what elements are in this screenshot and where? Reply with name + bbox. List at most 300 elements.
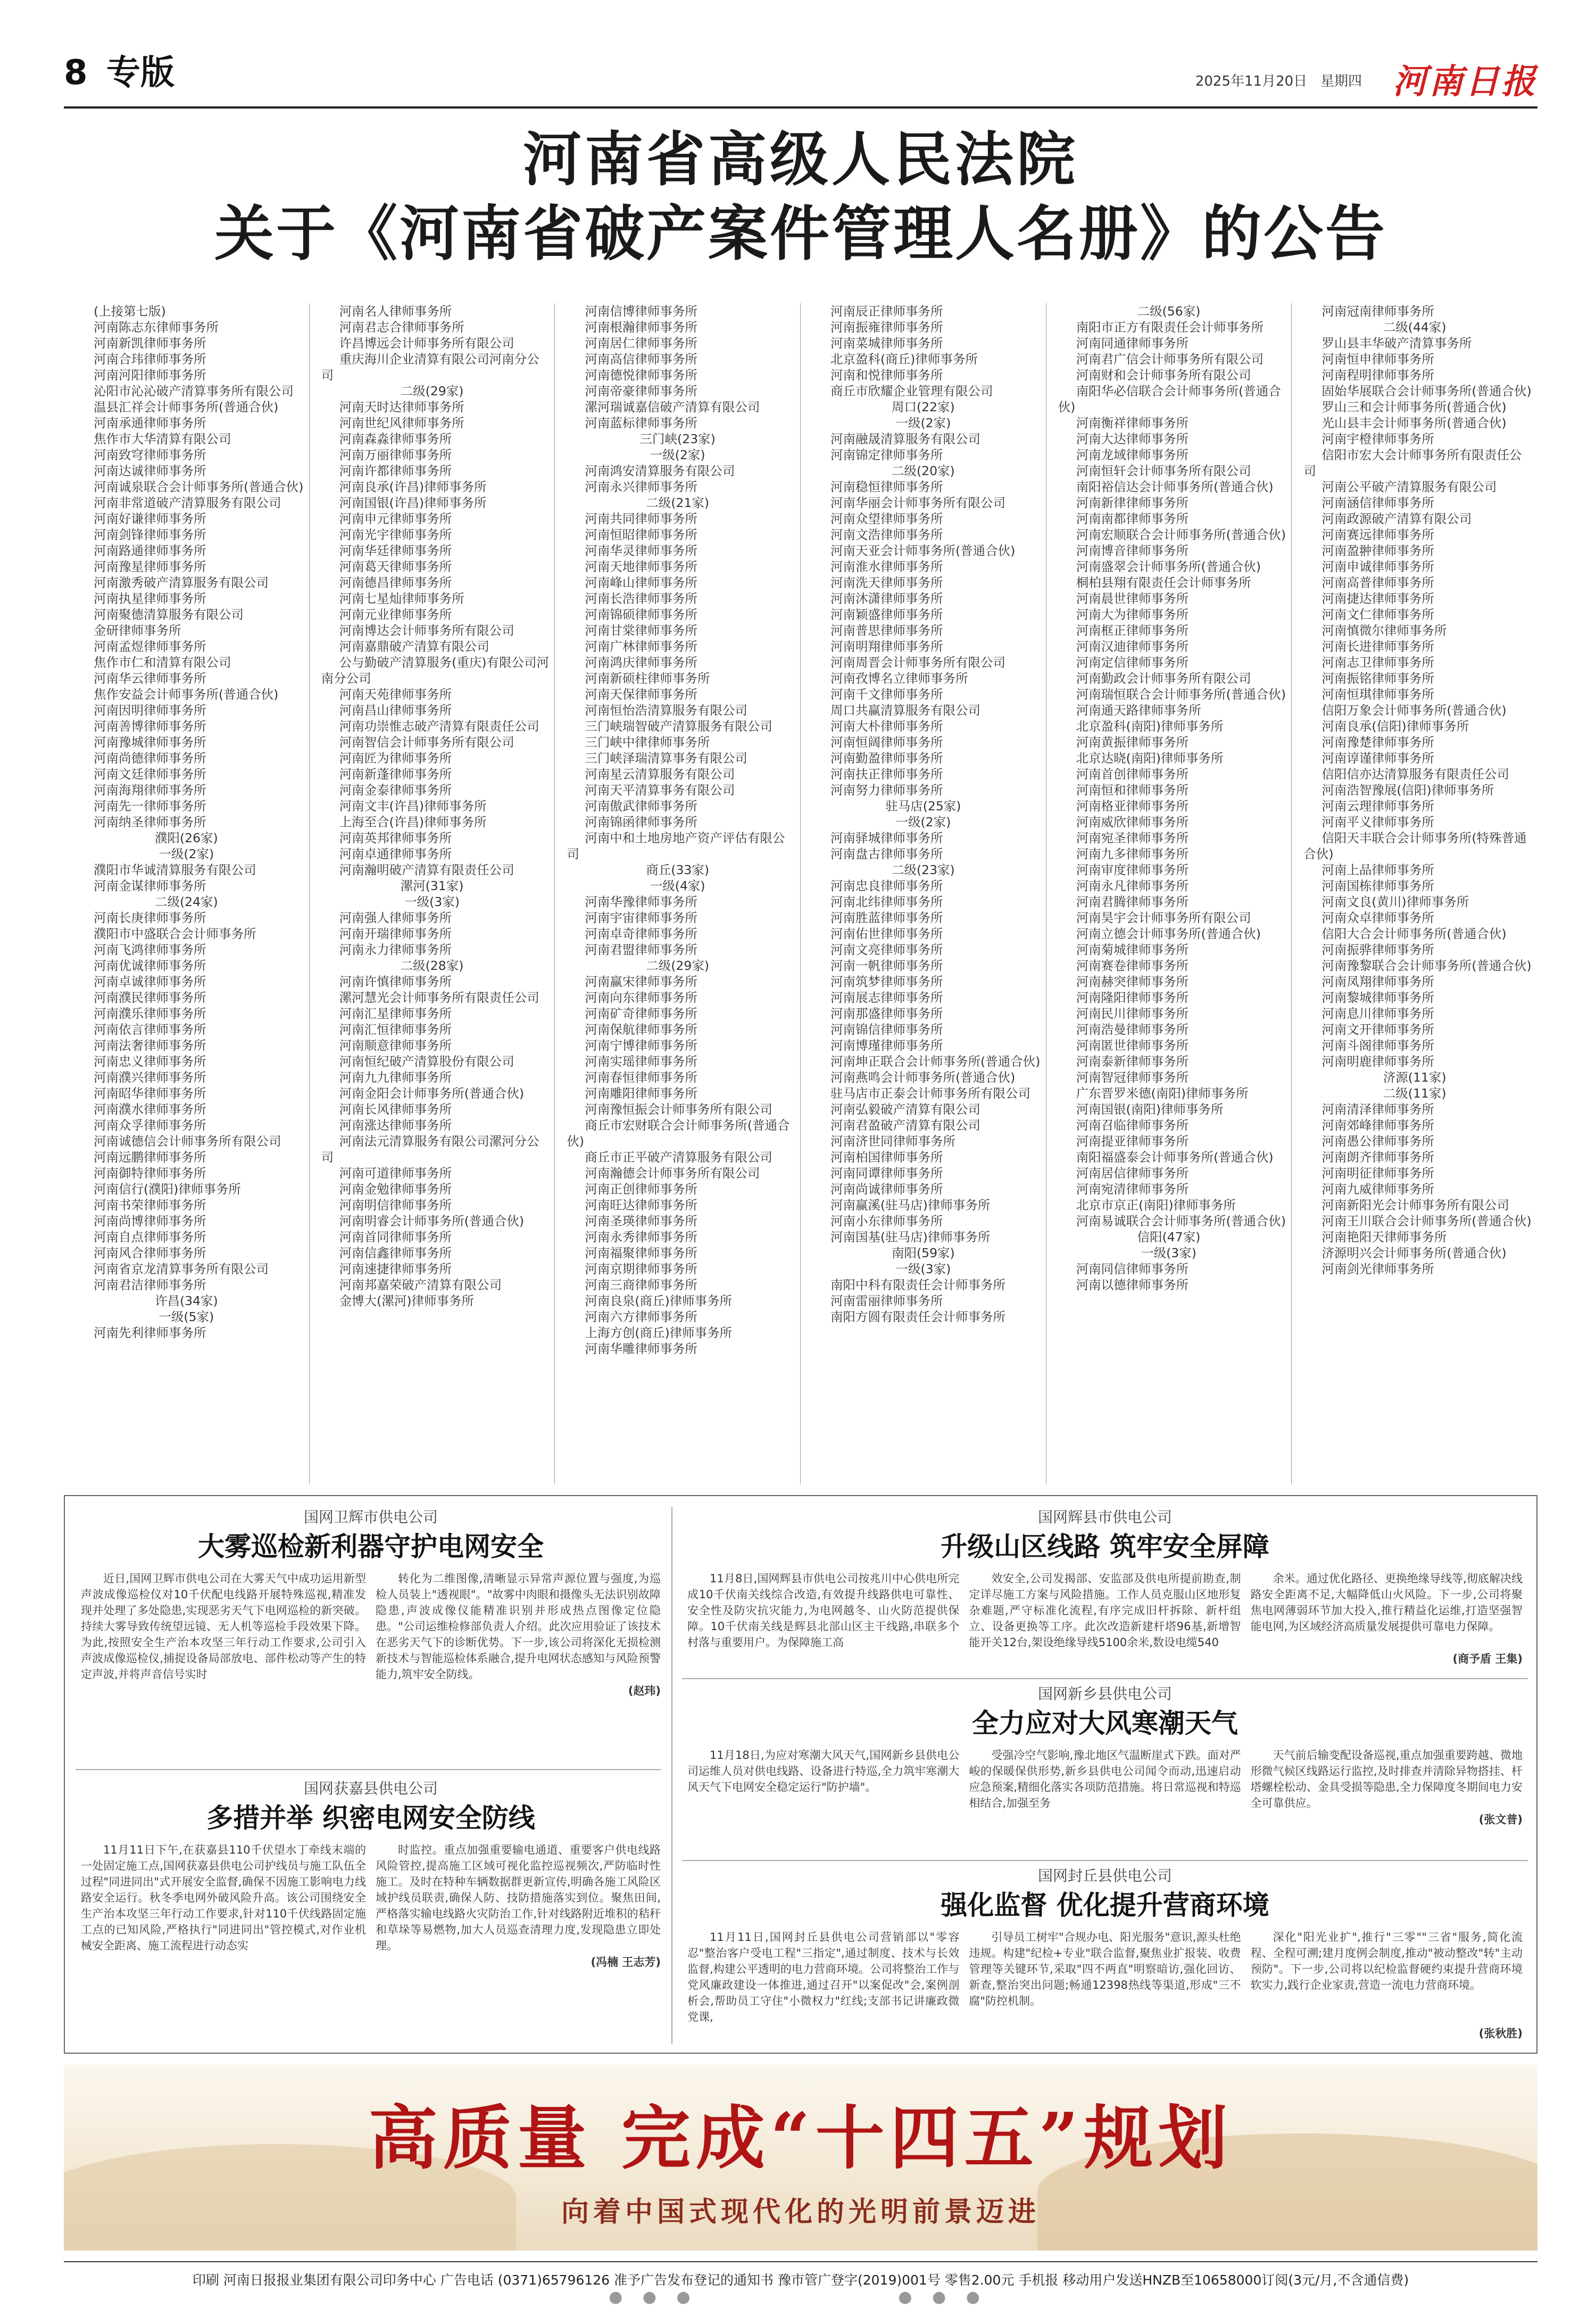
list-entry: 河南向东律师事务所	[585, 990, 697, 1005]
list-entry: 济源明兴会计师事务所(普通合伙)	[1321, 1246, 1507, 1260]
article-source: 国网获嘉县供电公司	[303, 1780, 438, 1797]
list-entry: 河南元业律师事务所	[339, 607, 452, 622]
list-entry: 河南以德律师事务所	[1076, 1277, 1189, 1292]
list-entry: 河南尚诚律师事务所	[830, 1182, 943, 1197]
article-paragraph: 受强冷空气影响,豫北地区气温断崖式下跌。面对严峻的保暖保供形势,新乡县供电公司闻令而动,迅速启动应急预案,精细化落实各项防范措施。将日常巡视和特巡相结合,加强至务	[969, 1749, 1241, 1809]
list-entry: 河南良承(许昌)律师事务所	[339, 479, 487, 494]
list-entry: 河南国栋律师事务所	[1321, 878, 1434, 893]
list-entry: 河南邦嘉荣破产清算有限公司	[339, 1277, 502, 1292]
list-entry: 河南展志律师事务所	[830, 990, 943, 1005]
list-entry: 河南文浩律师事务所	[830, 527, 943, 542]
list-entry: 河南那盛律师事务所	[830, 1006, 943, 1021]
list-entry: 河南汉迪律师事务所	[1076, 639, 1189, 654]
list-entry: 河南良泉(商丘)律师事务所	[585, 1293, 733, 1308]
list-entry: 河南汇星律师事务所	[339, 1006, 452, 1021]
list-entry: 河南新凯律师事务所	[94, 336, 206, 351]
list-entry: 河南龙域律师事务所	[1076, 447, 1189, 462]
list-entry: 周口共赢清算服务有限公司	[830, 703, 981, 718]
list-entry: 濮阳市中盛联合会计师事务所	[94, 926, 256, 941]
list-entry: 河南定信律师事务所	[1076, 655, 1189, 670]
list-entry: 河南冠南律师事务所	[1321, 304, 1434, 319]
list-entry: 河南依言律师事务所	[94, 1022, 206, 1037]
list-entry: 一级(4家)	[650, 878, 705, 893]
list-entry: 河南浩智豫展(信阳)律师事务所	[1321, 783, 1494, 798]
list-entry: 河南隆阳律师事务所	[1076, 990, 1189, 1005]
list-entry: 河南天保律师事务所	[585, 687, 697, 702]
list-entry: 河南天亚会计师事务所(普通合伙)	[830, 543, 1016, 558]
list-entry: 漯河(31家)	[400, 878, 464, 893]
list-entry: 三门峡瑞智破产清算服务有限公司	[585, 719, 772, 734]
list-entry: 河南程明律师事务所	[1321, 368, 1434, 383]
list-entry: 河南恒阔律师事务所	[830, 735, 943, 750]
list-entry: 河南孟煜律师事务所	[94, 639, 206, 654]
list-entry: 河南新蓬律师事务所	[339, 767, 452, 782]
list-entry: 一级(2家)	[650, 447, 705, 462]
list-entry: 三门峡(23家)	[639, 431, 716, 446]
list-entry: 河南愚公律师事务所	[1321, 1134, 1434, 1149]
list-entry: 河南强人律师事务所	[339, 910, 452, 925]
list-entry: 河南蓝标律师事务所	[585, 416, 697, 430]
list-entry: 河南慎微尔律师事务所	[1321, 623, 1447, 638]
list-entry: 河南提亚律师事务所	[1076, 1134, 1189, 1149]
list-entry: 二级(44家)	[1383, 320, 1447, 335]
list-entry: 一级(3家)	[895, 1261, 951, 1276]
article-paragraph: 时监控。重点加强重要输电通道、重要客户供电线路风险管控,提高施工区域可视化监控巡视频次,严防临时性施工。及时在特种车辆数据群更新宣传,明确各施工风险区域护线员联责,确保人防、技防措施落实到位。聚焦田间,严格落实输电线路火灾防治工作,针对线路附近堆积的秸秆和草垛等易燃物,加大人员巡查清理力度,发现隐患立即处理。	[376, 1844, 661, 1952]
list-entry: 二级(21家)	[646, 495, 710, 510]
list-entry: 河南大朴律师事务所	[830, 719, 943, 734]
list-entry: 河南福聚律师事务所	[585, 1246, 697, 1260]
list-entry: 河南剑光律师事务所	[1321, 1261, 1434, 1276]
list-column-5	[1046, 303, 1292, 1484]
list-entry: 河南和悦律师事务所	[830, 368, 943, 383]
list-entry: 河南恒琪律师事务所	[1321, 687, 1434, 702]
list-entry: 河南郊峰律师事务所	[1321, 1118, 1434, 1133]
list-entry: 一级(5家)	[159, 1309, 214, 1324]
list-entry: 河南博瑾律师事务所	[830, 1038, 943, 1053]
list-entry: 河南大为律师事务所	[1076, 607, 1189, 622]
list-entry: 二级(23家)	[891, 862, 955, 877]
list-entry: 河南明征律师事务所	[1321, 1166, 1434, 1181]
title-line-1: 河南省高级人民法院	[523, 126, 1078, 194]
list-entry: 河南燕鸣会计师事务所(普通合伙)	[830, 1070, 1016, 1085]
list-entry: 河南信博律师事务所	[585, 304, 697, 319]
list-entry: 河南天苑律师事务所	[339, 687, 452, 702]
list-entry: 信阳大合会计师事务所(普通合伙)	[1321, 926, 1507, 941]
list-entry: 河南卓奇律师事务所	[585, 926, 697, 941]
list-entry: 河南民川律师事务所	[1076, 1006, 1189, 1021]
article-paragraph: 天气前后输变配设备巡视,重点加强重要跨越、微地形微气候区线路运行监控,及时排查并清除异物搭挂、杆塔螺栓松动、金具受损等隐患,全力保障度冬期间电力安全可靠供应。	[1250, 1749, 1523, 1809]
list-entry: 河南君盟律师事务所	[585, 942, 697, 957]
list-entry: 河南志卫律师事务所	[1321, 655, 1434, 670]
news-article-4	[687, 1683, 1523, 1856]
article-paragraph: 深化"阳光业扩",推行"三零""三省"服务,简化流程、全程可溯;建月度例会制度,推动"被动整改"转"主动预防"。下一步,公司将以纪检监督硬约束提升营商环境软实力,践行企业家责,营造一流电力营商环境。	[1250, 1931, 1523, 1991]
list-entry: 河南驿城律师事务所	[830, 831, 943, 845]
list-entry: 一级(2家)	[895, 416, 951, 430]
list-entry: 河南御特律师事务所	[94, 1166, 206, 1181]
list-entry: 河南申诚律师事务所	[1321, 559, 1434, 574]
list-entry: 河南九多律师事务所	[1076, 846, 1189, 861]
list-entry: 河南济世同律师事务所	[830, 1134, 956, 1149]
list-entry: 河南高信律师事务所	[585, 352, 697, 367]
list-entry: 河南众卓律师事务所	[1321, 910, 1434, 925]
news-article-1	[81, 1507, 661, 1762]
list-entry: 河南王川联合会计师事务所(普通合伙)	[1321, 1214, 1532, 1228]
list-entry: 河南善博律师事务所	[94, 719, 206, 734]
list-entry: 河南世纪风律师事务所	[339, 416, 464, 430]
article-headline: 大雾巡检新利器守护电网安全	[198, 1531, 544, 1562]
list-entry: 河南万丽律师事务所	[339, 447, 452, 462]
list-entry: 河南大达律师事务所	[1076, 431, 1189, 446]
banner-subtitle: 向着中国式现代化的光明前景迈进	[561, 2196, 1040, 2228]
list-entry: 河南同信律师事务所	[1076, 1261, 1189, 1276]
masthead	[64, 49, 1537, 107]
list-entry: 河南峰山律师事务所	[585, 575, 697, 590]
list-entry: 河南顺意律师事务所	[339, 1038, 452, 1053]
article-paragraph: 余米。通过优化路径、更换绝缘导线等,彻底解决线路安全距离不足,大幅降低山火风险。下一步,公司将聚焦电网薄弱环节加大投入,推行精益化运维,打造坚强智能电网,为区域经济高质量发展提供可靠电力保障。	[1250, 1572, 1523, 1633]
list-entry: 河南永秀律师事务所	[585, 1230, 697, 1244]
list-entry: 许昌博远会计师事务所有限公司	[339, 336, 514, 351]
article-byline: (商予盾 王集)	[1452, 1653, 1523, 1665]
list-entry: 河南德悦律师事务所	[585, 368, 697, 383]
list-entry: 河南锦定律师事务所	[830, 447, 943, 462]
list-entry: 河南良承(信阳)律师事务所	[1321, 719, 1469, 734]
list-entry: 信阳万象会计师事务所(普通合伙)	[1321, 703, 1507, 718]
list-entry: 河南陈志东律师事务所	[94, 320, 219, 335]
list-entry: 河南剑锋律师事务所	[94, 527, 206, 542]
list-entry: 河南文廷律师事务所	[94, 767, 206, 782]
list-entry: 河南尚博律师事务所	[94, 1214, 206, 1228]
list-entry: 河南佑世律师事务所	[830, 926, 943, 941]
list-entry: 广东晋罗米德(南阳)律师事务所	[1076, 1086, 1249, 1101]
list-entry: 河南筑梦律师事务所	[830, 974, 943, 989]
list-entry: 河南威欣律师事务所	[1076, 815, 1189, 829]
list-entry: 河南功崇惟志破产清算有限责任公司	[339, 719, 539, 734]
list-entry: 河南华灵律师事务所	[585, 543, 697, 558]
list-entry: 河南九威律师事务所	[1321, 1182, 1434, 1197]
list-entry: 河南永力律师事务所	[339, 942, 452, 957]
list-entry: 河南谆谨律师事务所	[1321, 751, 1434, 766]
list-entry: 河南德昌律师事务所	[339, 575, 452, 590]
list-entry: 河南英邦律师事务所	[339, 831, 452, 845]
list-entry: 沁阳市沁沁破产清算事务所有限公司	[94, 384, 294, 398]
list-entry: 河南宛清律师事务所	[1076, 1182, 1189, 1197]
news-article-2	[81, 1778, 661, 2044]
list-entry: 河南易诚联合会计师事务所(普通合伙)	[1076, 1214, 1286, 1228]
list-entry: 二级(11家)	[1383, 1086, 1447, 1101]
list-entry: 河南金谋律师事务所	[94, 878, 206, 893]
list-entry: 河南匠为律师事务所	[339, 751, 452, 766]
list-entry: 河南可道律师事务所	[339, 1166, 452, 1181]
list-entry: 河南稳恒律师事务所	[830, 479, 943, 494]
list-entry: 河南先利律师事务所	[94, 1325, 206, 1340]
list-entry: 河南框正律师事务所	[1076, 623, 1189, 638]
list-entry: 河南国银(许昌)律师事务所	[339, 495, 487, 510]
list-entry: 河南海翔律师事务所	[94, 783, 206, 798]
list-entry: 河南公平破产清算服务有限公司	[1321, 479, 1497, 494]
list-entry: 金博大(漯河)律师事务所	[339, 1293, 475, 1308]
list-entry: 河南九九律师事务所	[339, 1070, 452, 1085]
list-entry: 河南格亚律师事务所	[1076, 799, 1189, 813]
list-entry: 河南国银(南阳)律师事务所	[1076, 1102, 1224, 1117]
list-entry: 河南勤政会计师事务所有限公司	[1076, 671, 1251, 686]
list-entry: 河南文仁律师事务所	[1321, 607, 1434, 622]
list-entry: 河南宛圣律师事务所	[1076, 831, 1189, 845]
news-article-3	[687, 1507, 1523, 1674]
list-entry: 河南恒纪破产清算股份有限公司	[339, 1054, 514, 1069]
list-entry: 河南豫星律师事务所	[94, 559, 206, 574]
article-paragraph: 11月11日,国网封丘县供电公司营销部以"零容忍"整治客户受电工程"三指定",通过制度、技术与长效监督,构建公平透明的电力营商环境。公司将整治工作与党风廉政建设一体推进,通过召开"以案促改"会,案例剖析会,帮助员工守住"小微权力"红线;支部书记讲廉政微党课,	[687, 1931, 960, 2023]
article-byline: (赵玮)	[628, 1684, 661, 1697]
list-entry: 河南锦函律师事务所	[585, 815, 697, 829]
list-entry: 河南盈翀律师事务所	[1321, 543, 1434, 558]
list-entry: 河南振骅律师事务所	[1321, 942, 1434, 957]
list-entry: 上海方创(商丘)律师事务所	[585, 1325, 733, 1340]
list-entry: 河南朗齐律师事务所	[1321, 1150, 1434, 1165]
list-entry: 河南清泽律师事务所	[1321, 1102, 1434, 1117]
list-entry: 河南衡祥律师事务所	[1076, 416, 1189, 430]
article-headline: 升级山区线路 筑牢安全屏障	[941, 1531, 1269, 1562]
list-entry: 河南宁博律师事务所	[585, 1038, 697, 1053]
article-source: 国网辉县市供电公司	[1037, 1508, 1172, 1526]
article-body	[81, 1571, 661, 1682]
list-entry: 河南合玮律师事务所	[94, 352, 206, 367]
list-entry: 河南风合律师事务所	[94, 1246, 206, 1260]
list-entry: 河南忠义律师事务所	[94, 1054, 206, 1069]
list-entry: 河南振雍律师事务所	[830, 320, 943, 335]
list-entry: 河南明信律师事务所	[339, 1198, 452, 1213]
list-entry: 河南扶正律师事务所	[830, 767, 943, 782]
list-entry: 南阳方圆有限责任会计师事务所	[830, 1309, 1006, 1324]
list-entry: 河南正创律师事务所	[585, 1182, 697, 1197]
list-entry: 河南卓通律师事务所	[339, 846, 452, 861]
list-entry: 河南高普律师事务所	[1321, 575, 1434, 590]
announcement-title	[64, 122, 1537, 271]
list-entry: 河南京期律师事务所	[585, 1261, 697, 1276]
list-entry: 河南君广信会计师事务所有限公司	[1076, 352, 1264, 367]
list-entry: 河南财和会计师事务所有限公司	[1076, 368, 1251, 383]
list-entry: 河南保航律师事务所	[585, 1022, 697, 1037]
list-entry: 河南森淼律师事务所	[339, 431, 452, 446]
list-entry: 二级(20家)	[891, 463, 955, 478]
list-entry: 河南北纬律师事务所	[830, 894, 943, 909]
list-entry: 河南金泰律师事务所	[339, 783, 452, 798]
list-entry: 南阳中科有限责任会计师事务所	[830, 1277, 1006, 1292]
list-entry: 河南长风律师事务所	[339, 1102, 452, 1117]
list-entry: 河南艳阳天律师事务所	[1321, 1230, 1447, 1244]
list-entry: 河南明鹿律师事务所	[1321, 1054, 1434, 1069]
list-entry: 河南斗阁律师事务所	[1321, 1038, 1434, 1053]
list-entry: 漯河瑞诚嘉信破产清算有限公司	[585, 400, 760, 414]
list-entry: 河南永兴律师事务所	[585, 479, 697, 494]
article-headline: 强化监督 优化提升营商环境	[941, 1890, 1269, 1921]
list-entry: 河南小东律师事务所	[830, 1214, 943, 1228]
article-paragraph: 11月11日下午,在获嘉县110千伏望水丁牵线末端的一处固定施工点,国网获嘉县供电公司护线员与施工队伍全过程"同进同出"式开展安全监督,确保不因施工影响电力线路安全运行。秋冬季电网外破风险升高。该公司围绕安全生产治本攻坚三年行动工作要求,针对110千伏线路固定施工点的已知风险,严格执行"同进同出"管控模式,对作业机械安全距离、施工流程进行动态实	[81, 1844, 366, 1952]
list-entry: 一级(2家)	[895, 815, 951, 829]
list-entry: 商丘市宏财联合会计师事务所(普通合伙)	[567, 1118, 790, 1149]
list-entry: 河南云理律师事务所	[1321, 799, 1434, 813]
list-entry: 二级(29家)	[646, 958, 710, 973]
list-entry: 河南纳圣律师事务所	[94, 815, 206, 829]
list-entry: 河南瀚明破产清算有限责任公司	[339, 862, 514, 877]
list-entry: 河南华廷律师事务所	[339, 543, 452, 558]
list-entry: 信阳信亦达清算服务有限责任公司	[1321, 767, 1509, 782]
list-entry: 河南菜城律师事务所	[830, 336, 943, 351]
news-box	[64, 1495, 1537, 2054]
article-paragraph: 转化为二维图像,清晰显示异常声源位置与强度,为巡检人员装上"透视眼"。"故雾中肉眼和摄像头无法识别故障隐患,声波成像仪能精准识别并形成热点图像定位隐患。"公司运维检修部负责人介绍。此次应用验证了该技术在恶劣天气下的诊断优势。下一步,该公司将深化无损检测新技术与智能巡检体系融合,提升电网状态感知与风险预警能力,筑牢安全防线。	[376, 1572, 661, 1681]
list-entry: 河南泰新律师事务所	[1076, 1054, 1189, 1069]
article-byline: (冯楠 王志芳)	[591, 1956, 661, 1969]
list-entry: 驻马店(25家)	[885, 799, 961, 813]
list-entry: 河南浩曼律师事务所	[1076, 1022, 1189, 1037]
list-entry: 河南诚德信会计师事务所有限公司	[94, 1134, 281, 1149]
list-entry: 南阳(59家)	[891, 1246, 955, 1260]
list-entry: 河南长庚律师事务所	[94, 910, 206, 925]
list-entry: 河南黄振律师事务所	[1076, 735, 1189, 750]
list-entry: 河南法元清算服务有限公司漯河分公司	[321, 1134, 539, 1165]
article-body	[687, 1747, 1523, 1811]
list-entry: 焦作安益会计师事务所(普通合伙)	[94, 687, 279, 702]
list-entry: 河南首创律师事务所	[1076, 767, 1189, 782]
list-entry: 许昌(34家)	[154, 1293, 218, 1308]
list-entry: 河南好谦律师事务所	[94, 511, 206, 526]
list-entry: 南阳华必信联合会计师事务所(普通合伙)	[1058, 384, 1281, 414]
list-entry: 罗山三和会计师事务所(普通合伙)	[1321, 400, 1507, 414]
list-entry: 河南申元律师事务所	[339, 511, 452, 526]
article-byline: (张文普)	[1478, 1813, 1523, 1826]
list-entry: 商丘市欣耀企业管理有限公司	[830, 384, 993, 398]
list-entry: 河南胜蓝律师事务所	[830, 910, 943, 925]
list-entry: 河南弘毅破产清算有限公司	[830, 1102, 981, 1117]
list-entry: 河南共同律师事务所	[585, 511, 697, 526]
list-entry: 三门峡中律律师事务所	[585, 735, 710, 750]
header-rule	[64, 106, 1537, 109]
list-entry: 河南聚德清算服务有限公司	[94, 607, 244, 622]
list-entry: 河南息川律师事务所	[1321, 1006, 1434, 1021]
list-entry: 河南天平清算事务有限公司	[585, 783, 735, 798]
list-entry: 光山县丰会计师事务所(普通合伙)	[1321, 416, 1507, 430]
list-entry: 河南匿世律师事务所	[1076, 1038, 1189, 1053]
list-entry: 河南努力律师事务所	[830, 783, 943, 798]
list-entry: 河南智信会计师事务所有限公司	[339, 735, 514, 750]
list-entry: 河南捷达律师事务所	[1321, 591, 1434, 606]
list-entry: 河南勤盈律师事务所	[830, 751, 943, 766]
list-entry: 河南致穹律师事务所	[94, 447, 206, 462]
list-entry: 金研律师事务所	[94, 623, 181, 638]
list-entry: 温县汇祥会计师事务所(普通合伙)	[94, 400, 279, 414]
slogan-banner	[64, 2064, 1537, 2251]
list-entry: 濮阳(26家)	[154, 831, 218, 845]
list-entry: 桐柏县翔有限责任会计师事务所	[1076, 575, 1251, 590]
list-entry: 河南赢溪(驻马店)律师事务所	[830, 1198, 991, 1213]
list-entry: 河南凤翔律师事务所	[1321, 974, 1434, 989]
list-entry: 焦作市大华清算有限公司	[94, 431, 231, 446]
article-paragraph: 11月18日,为应对寒潮大风天气,国网新乡县供电公司运维人员对供电线路、设备进行特巡,全力筑牢寒潮大风天气下电网安全稳定运行"防护墙"。	[687, 1749, 960, 1794]
list-entry: 河南光宇律师事务所	[339, 527, 452, 542]
list-entry: 商丘市正平破产清算服务有限公司	[585, 1150, 772, 1165]
list-entry: 河南濮民律师事务所	[94, 990, 206, 1005]
list-entry: 河南濮水律师事务所	[94, 1102, 206, 1117]
list-entry: 河南路通律师事务所	[94, 543, 206, 558]
list-entry: 河南盘古律师事务所	[830, 846, 943, 861]
list-entry: 河南颖盛律师事务所	[830, 607, 943, 622]
page-number: 8	[64, 53, 88, 93]
list-entry: 河南帝豪律师事务所	[585, 384, 697, 398]
list-entry: 河南自点律师事务所	[94, 1230, 206, 1244]
list-entry: 河南七星灿律师事务所	[339, 591, 464, 606]
list-entry: 河南一帆律师事务所	[830, 958, 943, 973]
list-entry: 河南辰正律师事务所	[830, 304, 943, 319]
news-divider-vertical	[671, 1507, 672, 2044]
list-entry: 河南速捷律师事务所	[339, 1261, 452, 1276]
list-entry: 河南宇橙律师事务所	[1321, 431, 1434, 446]
list-entry: 河南濮乐律师事务所	[94, 1006, 206, 1021]
list-entry: 河南许慎律师事务所	[339, 974, 452, 989]
list-entry: 河南远鹏律师事务所	[94, 1150, 206, 1165]
list-entry: 河南宏顺联合会计师事务所(普通合伙)	[1076, 527, 1286, 542]
list-entry: 河南首同律师事务所	[339, 1230, 452, 1244]
list-entry: 河南华丽会计师事务所有限公司	[830, 495, 1006, 510]
list-entry: 河南法奢律师事务所	[94, 1038, 206, 1053]
article-source: 国网新乡县供电公司	[1037, 1685, 1172, 1703]
news-divider-right-1	[682, 1678, 1528, 1679]
list-entry: 河南书荣律师事务所	[94, 1198, 206, 1213]
list-entry: 河南昌山律师事务所	[339, 703, 452, 718]
list-entry: 河南众望律师事务所	[830, 511, 943, 526]
article-body	[687, 1929, 1523, 2025]
list-entry: 河南金勉律师事务所	[339, 1182, 452, 1197]
list-entry: 河南尚德律师事务所	[94, 751, 206, 766]
list-entry: 河南君盈破产清算有限公司	[830, 1118, 981, 1133]
list-entry: 河南星云清算服务有限公司	[585, 767, 735, 782]
list-entry: 一级(3家)	[1141, 1246, 1196, 1260]
list-entry: 二级(56家)	[1137, 304, 1201, 319]
list-entry: 河南周晋会计师事务所有限公司	[830, 655, 1006, 670]
list-entry: 河南赛远律师事务所	[1321, 527, 1434, 542]
list-entry: 北京盈科(南阳)律师事务所	[1076, 719, 1224, 734]
list-entry: 河南永凡律师事务所	[1076, 878, 1189, 893]
list-entry: 河南新律律师事务所	[1076, 495, 1189, 510]
list-entry: 河南激秀破产清算服务有限公司	[94, 575, 269, 590]
article-headline: 全力应对大风寒潮天气	[972, 1708, 1238, 1739]
list-entry: 河南豫恒振会计师事务所有限公司	[585, 1102, 772, 1117]
article-source: 国网卫辉市供电公司	[303, 1508, 438, 1526]
list-entry: 河南天时达律师事务所	[339, 400, 464, 414]
article-paragraph: 11月8日,国网辉县市供电公司按兆川中心供电所完成10千伏南关线综合改造,有效提升线路供电可靠性、安全性及防灾抗灾能力,为电网越冬、山火防范提供保障。10千伏南关线是辉县北部山区主干线路,串联多个村落与重要用户。为保障施工高	[687, 1572, 960, 1649]
list-entry: 河南雷丽律师事务所	[830, 1293, 943, 1308]
list-entry: 河南菊城律师事务所	[1076, 942, 1189, 957]
list-entry: 河南文良(黄川)律师事务所	[1321, 894, 1469, 909]
issue-date: 2025年11月20日	[1195, 73, 1308, 89]
list-entry: 河南国基(驻马店)律师事务所	[830, 1230, 991, 1244]
list-entry: 河南众孚律师事务所	[94, 1118, 206, 1133]
list-entry: 河南普思律师事务所	[830, 623, 943, 638]
list-entry: 河南诚泉联合会计师事务所(普通合伙)	[94, 479, 304, 494]
list-entry: 河南鸿庆律师事务所	[585, 655, 697, 670]
list-entry: 河南开瑞律师事务所	[339, 926, 452, 941]
list-entry: 二级(24家)	[154, 894, 218, 909]
list-entry: 河南葛天律师事务所	[339, 559, 452, 574]
list-entry: 河南孜博名立律师事务所	[830, 671, 968, 686]
list-entry: 河南天地律师事务所	[585, 559, 697, 574]
list-entry: 河南金阳会计师事务所(普通合伙)	[339, 1086, 525, 1101]
list-entry: 上海至合(许昌)律师事务所	[339, 815, 487, 829]
list-entry: 河南承通律师事务所	[94, 416, 206, 430]
list-entry: 北京盈科(商丘)律师事务所	[830, 352, 978, 367]
list-column-1	[64, 303, 310, 1484]
article-paragraph: 效安全,公司发揭部、安监部及供电所提前勘查,制定详尽施工方案与风险措施。工作人员克服山区地形复杂难题,严守标准化流程,有序完成旧杆拆除、新杆组立、设备更换等工序。此次改造新建杆塔96基,新增智能开关12台,架设绝缘导线5100余米,数设电缆540	[969, 1572, 1241, 1649]
list-entry: 河南赢宋律师事务所	[585, 974, 697, 989]
list-entry: 河南君腾律师事务所	[1076, 894, 1189, 909]
